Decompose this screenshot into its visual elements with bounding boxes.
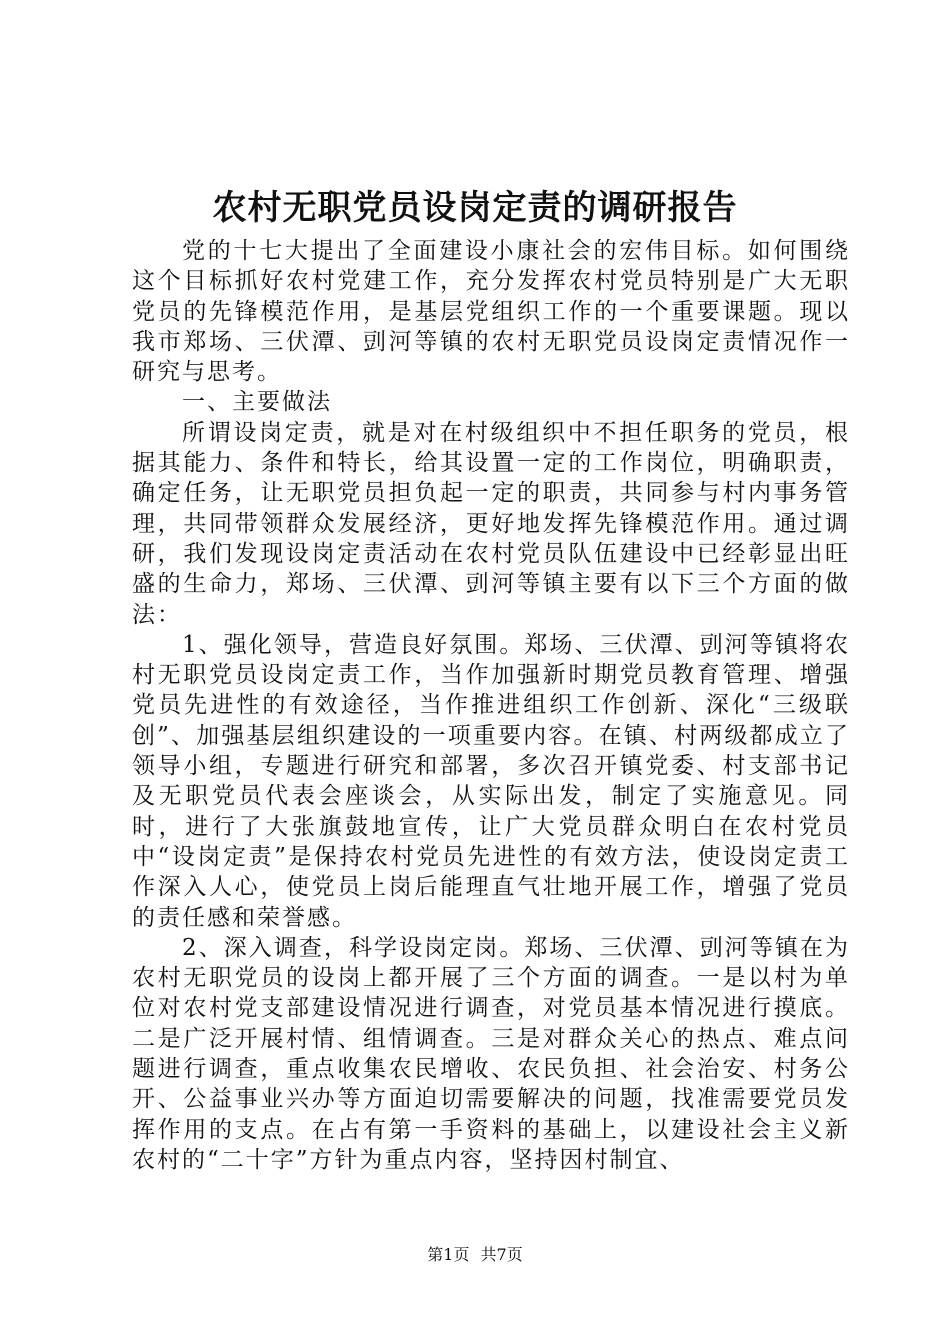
document-title: 农村无职党员设岗定责的调研报告	[212, 188, 738, 228]
document-body	[132, 236, 850, 1175]
practice-1-paragraph: 1、强化领导，营造良好氛围。郑场、三伏潭、剅河等镇将农村无职党员设岗定责工作，当作加强新时期党员教育管理、增强党员先进性的有效途径，当作推进组织工作创新、深化“三级联创”、加强基层组织建设的一项重要内容。在镇、村两级都成立了领导小组，专题进行研究和部署，多次召开镇党委、村支部书记及无职党员代表会座谈会，从实际出发，制定了实施意见。同时，进行了大张旗鼓地宣传，让广大党员群众明白在农村党员中“设岗定责”是保持农村党员先进性的有效方法，使设岗定责工作深入人心，使党员上岗后能理直气壮地开展工作，增强了党员的责任感和荣誉感。	[132, 631, 850, 931]
section-heading-main-practices: 一、主要做法	[182, 389, 332, 416]
page-footer	[0, 1244, 950, 1266]
practice-2-paragraph: 2、深入调查，科学设岗定岗。郑场、三伏潭、剅河等镇在为农村无职党员的设岗上都开展了三个方面的调查。一是以村为单位对农村党支部建设情况进行调查，对党员基本情况进行摸底。二是广泛开展村情、组情调查。三是对群众关心的热点、难点问题进行调查，重点收集农民增收、农民负担、社会治安、村务公开、公益事业兴办等方面迫切需要解决的问题，找准需要党员发挥作用的支点。在占有第一手资料的基础上，以建设社会主义新农村的“二十字”方针为重点内容，坚持因村制宜、	[132, 934, 850, 1173]
definition-paragraph: 所谓设岗定责，就是对在村级组织中不担任职务的党员，根据其能力、条件和特长，给其设置一定的工作岗位，明确职责，确定任务，让无职党员担负起一定的职责，共同参与村内事务管理，共同带领群众发展经济，更好地发挥先锋模范作用。通过调研，我们发现设岗定责活动在农村党员队伍建设中已经彰显出旺盛的生命力，郑场、三伏潭、剅河等镇主要有以下三个方面的做法：	[132, 419, 850, 628]
intro-paragraph: 党的十七大提出了全面建设小康社会的宏伟目标。如何围绕这个目标抓好农村党建工作，充分发挥农村党员特别是广大无职党员的先锋模范作用，是基层党组织工作的一个重要课题。现以我市郑场、三伏潭、剅河等镇的农村无职党员设岗定责情况作一研究与思考。	[132, 238, 850, 386]
page-number: 第1页	[427, 1245, 470, 1264]
page-total: 共7页	[480, 1245, 523, 1264]
